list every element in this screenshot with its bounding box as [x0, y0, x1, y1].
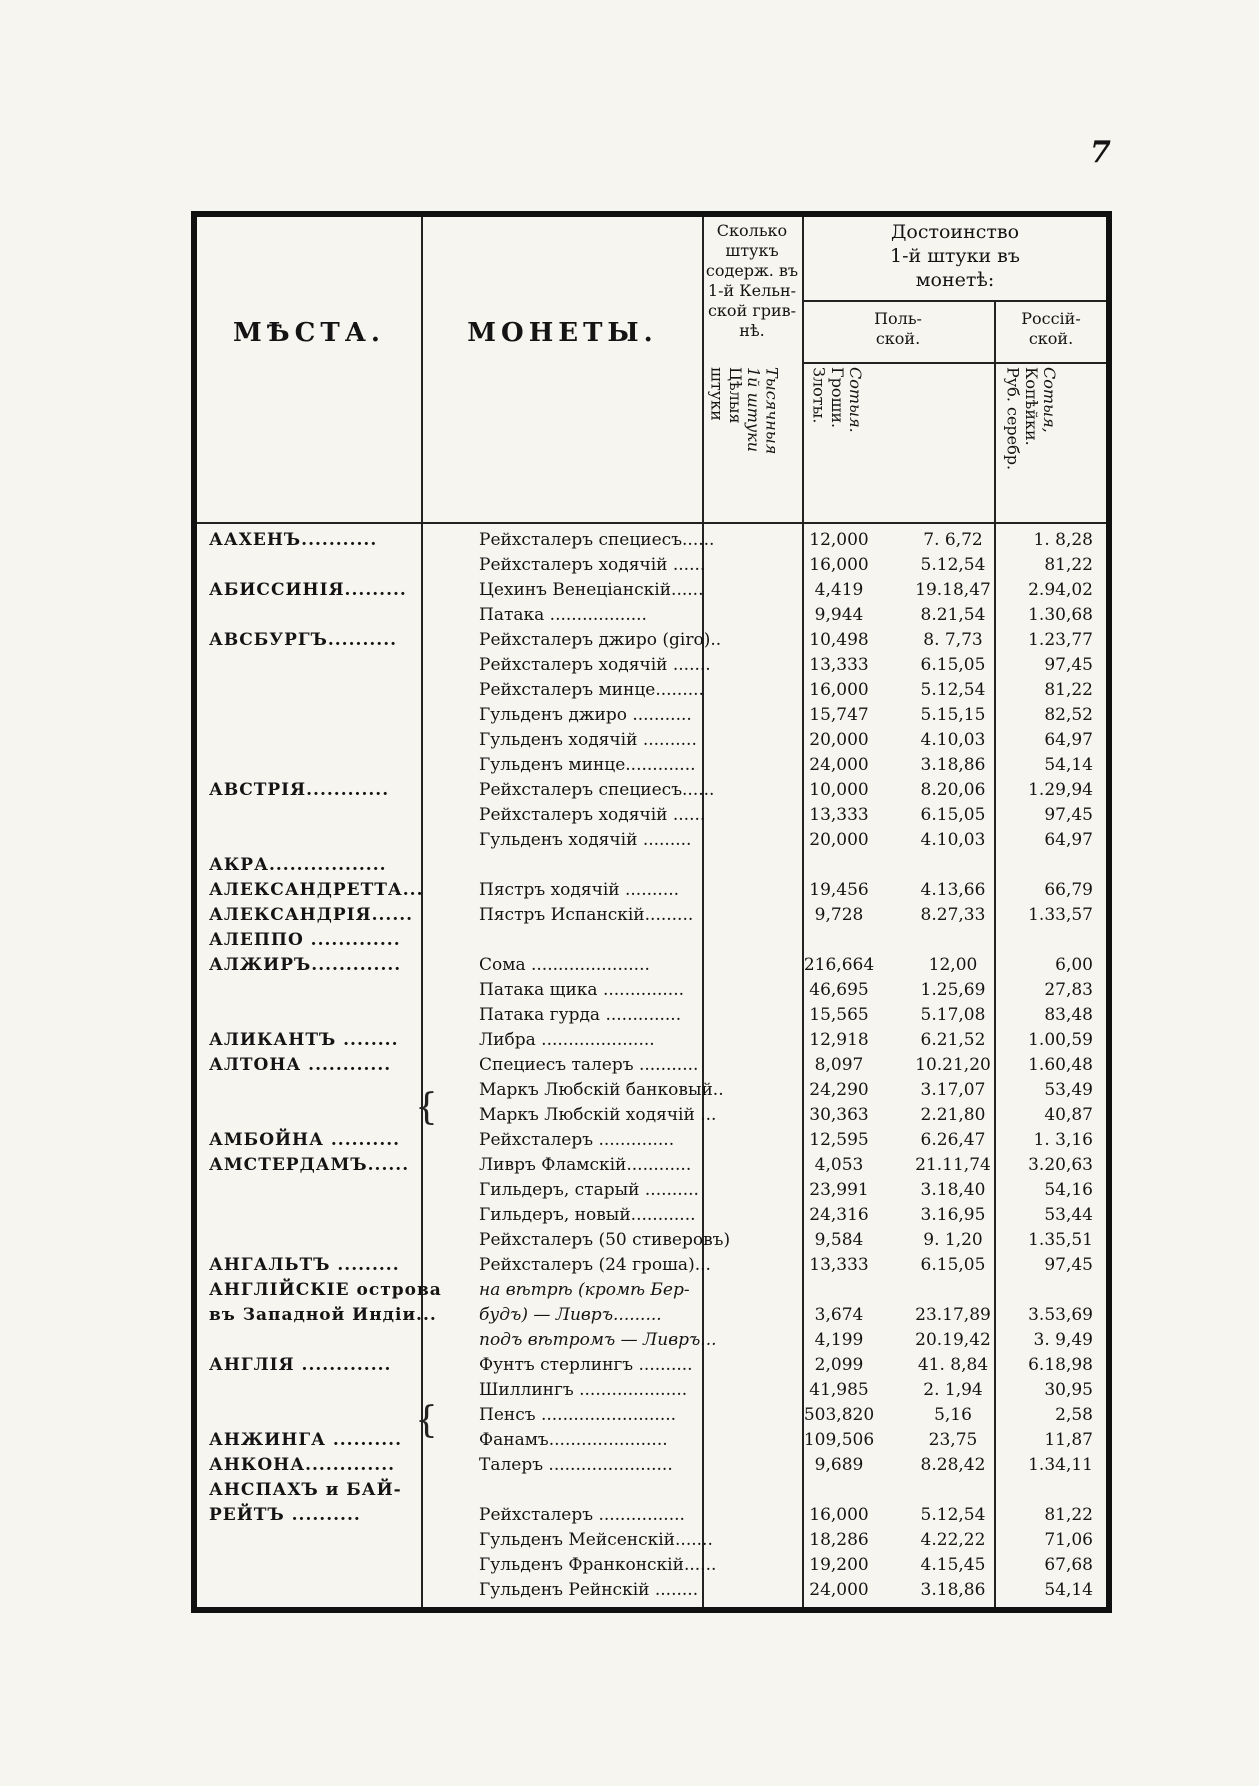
table-row [197, 653, 1106, 678]
russian-value-cell: 1.29,94 [1028, 780, 1093, 800]
table-row [197, 1153, 1106, 1178]
count-cell: 10,498 [809, 630, 869, 650]
table-row [197, 753, 1106, 778]
count-cell: 24,316 [809, 1205, 869, 1225]
page-number: 7 [1090, 135, 1111, 170]
count-cell: 13,333 [809, 805, 869, 825]
table-row [197, 678, 1106, 703]
coin-table [191, 211, 1112, 1613]
place-cell: РЕЙТЪ .......... [209, 1505, 361, 1525]
coin-cell: Ливръ Фламскій............ [479, 1155, 692, 1175]
table-row [197, 1203, 1106, 1228]
count-cell: 15,565 [809, 1005, 869, 1025]
coin-cell: Маркъ Любскій ходячій ... [479, 1105, 717, 1125]
table-row [197, 1428, 1106, 1453]
place-cell: АНГЛІЯ ............. [209, 1355, 392, 1375]
polish-value-cell: 3.18,40 [920, 1180, 986, 1200]
coin-cell: Специесъ талеръ ........... [479, 1055, 699, 1075]
russian-value-cell: 1. 3,16 [1033, 1130, 1093, 1150]
russian-value-cell: 1.00,59 [1028, 1030, 1093, 1050]
polish-value-cell: 4.13,66 [920, 880, 986, 900]
russian-value-cell: 53,49 [1044, 1080, 1093, 1100]
russian-value-cell: 6.18,98 [1028, 1355, 1093, 1375]
russian-value-cell: 71,06 [1044, 1530, 1093, 1550]
count-cell: 2,099 [814, 1355, 864, 1375]
table-row [197, 1028, 1106, 1053]
table-row [197, 1353, 1106, 1378]
russian-subheader: Сотыя, Копѣйки. Руб. серебр. [1003, 367, 1060, 471]
polish-value-cell: 4.10,03 [920, 730, 986, 750]
coin-cell: Рейхсталеръ специесъ...... [479, 530, 715, 550]
count-cell: 30,363 [809, 1105, 869, 1125]
coin-cell: Рейхсталеръ джиро (giro).. [479, 630, 722, 650]
table-row [197, 578, 1106, 603]
russian-value-cell: 30,95 [1044, 1380, 1093, 1400]
russian-value-cell: 81,22 [1044, 555, 1093, 575]
polish-value-cell: 20.19,42 [915, 1330, 991, 1350]
russian-value-cell: 81,22 [1044, 1505, 1093, 1525]
russian-value-cell: 1.35,51 [1028, 1230, 1093, 1250]
russian-value-cell: 54,16 [1044, 1180, 1093, 1200]
polish-value-cell: 6.21,52 [920, 1030, 986, 1050]
coin-cell: на вѣтрѣ (кромѣ Бер- [479, 1280, 690, 1300]
polish-header: Поль- ской. [874, 309, 922, 348]
polish-value-cell: 2. 1,94 [923, 1380, 983, 1400]
coin-cell: Фанамъ...................... [479, 1430, 668, 1450]
russian-header: Россій- ской. [1021, 309, 1081, 348]
coin-cell: Гульденъ ходячій .......... [479, 730, 697, 750]
coin-cell: Патака гурда .............. [479, 1005, 682, 1025]
count-subheader: Тысячныя 1й штуки Цѣлыя штуки [707, 367, 782, 455]
count-cell: 13,333 [809, 1255, 869, 1275]
table-row [197, 703, 1106, 728]
table-row [197, 1003, 1106, 1028]
count-cell: 16,000 [809, 680, 869, 700]
count-cell: 8,097 [814, 1055, 864, 1075]
count-cell: 24,290 [809, 1080, 869, 1100]
coin-cell: Сома ...................... [479, 955, 650, 975]
count-cell: 15,747 [809, 705, 869, 725]
coin-cell: Фунтъ стерлингъ .......... [479, 1355, 693, 1375]
table-row [197, 1178, 1106, 1203]
polish-value-cell: 4.10,03 [920, 830, 986, 850]
table-row [197, 1078, 1106, 1103]
table-row [197, 1053, 1106, 1078]
table-row [197, 1403, 1106, 1428]
polish-value-cell: 6.15,05 [920, 805, 986, 825]
count-cell: 12,595 [809, 1130, 869, 1150]
russian-value-cell: 54,14 [1044, 755, 1093, 775]
coin-cell: Рейхсталеръ ходячій ...... [479, 805, 706, 825]
coin-cell: Пястръ ходячій .......... [479, 880, 680, 900]
coin-cell: Рейхсталеръ специесъ...... [479, 780, 715, 800]
count-cell: 20,000 [809, 730, 869, 750]
table-row [197, 628, 1106, 653]
table-row [197, 1378, 1106, 1403]
coin-cell: Цехинъ Венеціанскій...... [479, 580, 704, 600]
table-row [197, 803, 1106, 828]
russian-value-cell: 81,22 [1044, 680, 1093, 700]
count-cell: 503,820 [803, 1405, 875, 1425]
table-row [197, 1278, 1106, 1303]
count-cell: 9,689 [814, 1455, 864, 1475]
coin-cell: Гильдеръ, новый............ [479, 1205, 696, 1225]
count-cell: 18,286 [809, 1530, 869, 1550]
count-cell: 41,985 [809, 1380, 869, 1400]
coin-cell: Маркъ Любскій банковый.. [479, 1080, 724, 1100]
count-cell: 20,000 [809, 830, 869, 850]
place-cell: АНСПАХЪ и БАЙ- [209, 1480, 402, 1500]
polish-value-cell: 6.26,47 [920, 1130, 986, 1150]
table-row [197, 828, 1106, 853]
table-row [197, 528, 1106, 553]
coin-cell: Талеръ ....................... [479, 1455, 673, 1475]
place-cell: АНГАЛЬТЪ ......... [209, 1255, 400, 1275]
header-rule [197, 522, 1106, 524]
count-cell: 23,991 [809, 1180, 869, 1200]
polish-value-cell: 8.20,06 [920, 780, 986, 800]
polish-value-cell: 6.15,05 [920, 655, 986, 675]
coin-cell: подъ вѣтромъ — Ливръ... [479, 1330, 717, 1350]
count-cell: 16,000 [809, 1505, 869, 1525]
coin-cell: Пястръ Испанскій......... [479, 905, 694, 925]
polish-value-cell: 2.21,80 [920, 1105, 986, 1125]
polish-value-cell: 19.18,47 [915, 580, 991, 600]
table-row [197, 1478, 1106, 1503]
coin-cell: Рейхсталеръ минце......... [479, 680, 704, 700]
place-cell: АЛЖИРЪ............. [209, 955, 402, 975]
polish-value-cell: 23.17,89 [915, 1305, 991, 1325]
coin-cell: Либра ..................... [479, 1030, 655, 1050]
table-row [197, 1128, 1106, 1153]
coin-cell: Гульденъ ходячій ......... [479, 830, 692, 850]
polish-value-cell: 6.15,05 [920, 1255, 986, 1275]
russian-value-cell: 66,79 [1044, 880, 1093, 900]
table-row [197, 1578, 1106, 1603]
place-cell: АМСТЕРДАМЪ...... [209, 1155, 410, 1175]
count-cell: 3,674 [814, 1305, 864, 1325]
russian-value-cell: 3.20,63 [1028, 1155, 1093, 1175]
table-row [197, 1553, 1106, 1578]
place-cell: въ Западной Индіи... [209, 1305, 437, 1325]
place-cell: АВСБУРГЪ.......... [209, 630, 398, 650]
russian-value-cell: 2.94,02 [1028, 580, 1093, 600]
place-cell: АЛТОНА ............ [209, 1055, 392, 1075]
russian-value-cell: 3. 9,49 [1033, 1330, 1093, 1350]
count-cell: 10,000 [809, 780, 869, 800]
polish-value-cell: 41. 8,84 [917, 1355, 989, 1375]
count-cell: 9,728 [814, 905, 864, 925]
coin-cell: Рейхсталеръ ходячій ...... [479, 555, 706, 575]
count-cell: 19,200 [809, 1555, 869, 1575]
table-row [197, 1103, 1106, 1128]
russian-value-cell: 1.23,77 [1028, 630, 1093, 650]
russian-value-cell: 1.34,11 [1028, 1455, 1093, 1475]
russian-value-cell: 97,45 [1044, 805, 1093, 825]
coin-cell: Рейхсталеръ .............. [479, 1130, 675, 1150]
polish-value-cell: 9. 1,20 [923, 1230, 983, 1250]
table-row [197, 553, 1106, 578]
table-row [197, 1503, 1106, 1528]
russian-value-cell: 2,58 [1055, 1405, 1093, 1425]
coin-cell: Рейхсталеръ ................ [479, 1505, 685, 1525]
polish-value-cell: 10.21,20 [915, 1055, 991, 1075]
table-row [197, 728, 1106, 753]
coin-cell: Рейхсталеръ (24 гроша)... [479, 1255, 711, 1275]
table-row [197, 903, 1106, 928]
polish-value-cell: 3.18,86 [920, 1580, 986, 1600]
russian-value-cell: 83,48 [1044, 1005, 1093, 1025]
coin-cell: будъ) — Ливръ......... [479, 1305, 662, 1325]
russian-value-cell: 1.60,48 [1028, 1055, 1093, 1075]
count-cell: 12,918 [809, 1030, 869, 1050]
count-cell: 4,053 [814, 1155, 864, 1175]
count-cell: 13,333 [809, 655, 869, 675]
brace-mark: { [415, 1400, 438, 1441]
coin-cell: Гульденъ минце............. [479, 755, 696, 775]
header-rule [802, 300, 1106, 302]
count-header: Сколько штукъ содерж. въ 1-й Кельн- ской грив- нѣ. [705, 221, 799, 340]
count-cell: 12,000 [809, 530, 869, 550]
russian-value-cell: 1. 8,28 [1033, 530, 1093, 550]
header-rule [802, 362, 1106, 364]
coin-cell: Гульденъ Мейсенскій....... [479, 1530, 713, 1550]
coin-cell: Гульденъ джиро ........... [479, 705, 692, 725]
russian-value-cell: 67,68 [1044, 1555, 1093, 1575]
table-row [197, 1228, 1106, 1253]
polish-value-cell: 8.27,33 [920, 905, 986, 925]
coin-cell: Рейхсталеръ ходячій ....... [479, 655, 711, 675]
coin-cell: Пенсъ ......................... [479, 1405, 677, 1425]
russian-value-cell: 82,52 [1044, 705, 1093, 725]
russian-value-cell: 40,87 [1044, 1105, 1093, 1125]
russian-value-cell: 64,97 [1044, 730, 1093, 750]
polish-subheader: Сотыя. Гроши. Злоты. [809, 367, 866, 433]
count-cell: 24,000 [809, 1580, 869, 1600]
coin-cell: Шиллингъ .................... [479, 1380, 688, 1400]
count-cell: 9,584 [814, 1230, 864, 1250]
polish-value-cell: 1.25,69 [920, 980, 986, 1000]
russian-value-cell: 6,00 [1055, 955, 1093, 975]
count-cell: 4,419 [814, 580, 864, 600]
coins-header: МОНЕТЫ. [467, 318, 658, 348]
polish-value-cell: 8.21,54 [920, 605, 986, 625]
coin-cell: Гульденъ Франконскій...... [479, 1555, 717, 1575]
russian-value-cell: 53,44 [1044, 1205, 1093, 1225]
polish-value-cell: 8. 7,73 [923, 630, 983, 650]
polish-value-cell: 5.12,54 [920, 680, 986, 700]
russian-value-cell: 3.53,69 [1028, 1305, 1093, 1325]
place-cell: ААХЕНЪ........... [209, 530, 378, 550]
russian-value-cell: 27,83 [1044, 980, 1093, 1000]
coin-cell: Гильдеръ, старый .......... [479, 1180, 699, 1200]
coin-cell: Патака щика ............... [479, 980, 685, 1000]
table-row [197, 878, 1106, 903]
polish-value-cell: 5,16 [934, 1405, 972, 1425]
place-cell: АБИССИНІЯ......... [209, 580, 407, 600]
coin-cell: Патака .................. [479, 605, 647, 625]
count-cell: 109,506 [803, 1430, 875, 1450]
russian-value-cell: 97,45 [1044, 655, 1093, 675]
count-cell: 216,664 [803, 955, 875, 975]
place-cell: АНЖИНГА .......... [209, 1430, 403, 1450]
places-header: МѢСТА. [233, 318, 385, 348]
russian-value-cell: 54,14 [1044, 1580, 1093, 1600]
table-row [197, 1453, 1106, 1478]
place-cell: АКРА................. [209, 855, 387, 875]
value-header: Достоинство 1-й штуки въ монетѣ: [890, 221, 1020, 291]
count-cell: 4,199 [814, 1330, 864, 1350]
place-cell: АНГЛІЙСКІЕ острова [209, 1280, 442, 1300]
polish-value-cell: 5.17,08 [920, 1005, 986, 1025]
place-cell: АЛЕКСАНДРІЯ...... [209, 905, 414, 925]
count-cell: 16,000 [809, 555, 869, 575]
polish-value-cell: 5.15,15 [920, 705, 986, 725]
table-row [197, 1528, 1106, 1553]
russian-value-cell: 97,45 [1044, 1255, 1093, 1275]
russian-value-cell: 11,87 [1044, 1430, 1093, 1450]
place-cell: АЛИКАНТЪ ........ [209, 1030, 399, 1050]
place-cell: АЛЕППО ............. [209, 930, 401, 950]
polish-value-cell: 12,00 [928, 955, 978, 975]
table-row [197, 603, 1106, 628]
polish-value-cell: 21.11,74 [915, 1155, 991, 1175]
polish-value-cell: 8.28,42 [920, 1455, 986, 1475]
table-row [197, 853, 1106, 878]
place-cell: АМБОЙНА .......... [209, 1130, 401, 1150]
polish-value-cell: 23,75 [928, 1430, 978, 1450]
brace-mark: { [415, 1087, 438, 1128]
polish-value-cell: 5.12,54 [920, 555, 986, 575]
table-row [197, 928, 1106, 953]
table-row [197, 1303, 1106, 1328]
table-row [197, 778, 1106, 803]
count-cell: 9,944 [814, 605, 864, 625]
polish-value-cell: 7. 6,72 [923, 530, 983, 550]
table-row [197, 978, 1106, 1003]
polish-value-cell: 3.16,95 [920, 1205, 986, 1225]
russian-value-cell: 1.30,68 [1028, 605, 1093, 625]
polish-value-cell: 5.12,54 [920, 1505, 986, 1525]
count-cell: 46,695 [809, 980, 869, 1000]
table-row [197, 953, 1106, 978]
polish-value-cell: 3.17,07 [920, 1080, 986, 1100]
place-cell: АНКОНА............. [209, 1455, 396, 1475]
place-cell: АВСТРІЯ............ [209, 780, 390, 800]
russian-value-cell: 1.33,57 [1028, 905, 1093, 925]
coin-cell: Гульденъ Рейнскій ........ [479, 1580, 699, 1600]
polish-value-cell: 4.15,45 [920, 1555, 986, 1575]
table-row [197, 1328, 1106, 1353]
coin-cell: Рейхсталеръ (50 стиверовъ) [479, 1230, 731, 1250]
polish-value-cell: 3.18,86 [920, 755, 986, 775]
russian-value-cell: 64,97 [1044, 830, 1093, 850]
place-cell: АЛЕКСАНДРЕТТА... [209, 880, 424, 900]
polish-value-cell: 4.22,22 [920, 1530, 986, 1550]
table-row [197, 1253, 1106, 1278]
count-cell: 19,456 [809, 880, 869, 900]
count-cell: 24,000 [809, 755, 869, 775]
